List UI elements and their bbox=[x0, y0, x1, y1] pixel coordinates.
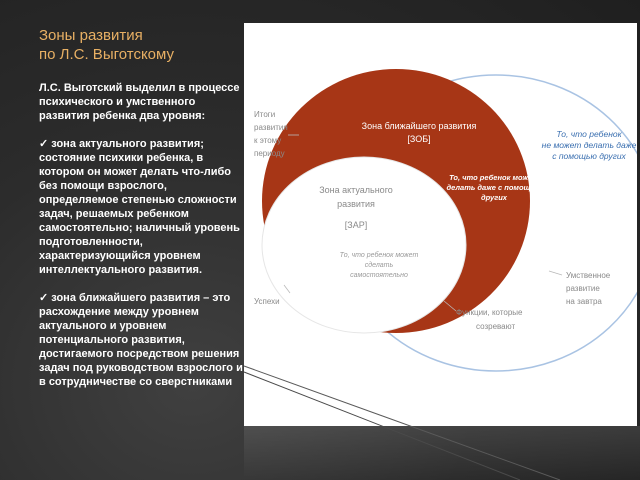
outer-label-line: То, что ребенок bbox=[556, 129, 622, 139]
uspehi-label: Успехи bbox=[254, 297, 280, 306]
diagonal-line bbox=[244, 366, 560, 480]
itogi-label-line: Итоги bbox=[254, 110, 276, 119]
zar-title-line: [ЗАР] bbox=[344, 220, 368, 230]
itogi-label-line: периоду bbox=[254, 149, 285, 158]
outer-label-line: не может делать даже bbox=[541, 140, 637, 150]
umstvennoe-label-line: Умственное bbox=[566, 271, 611, 280]
proximal-zone-paragraph: ✓ зона ближайшего развития – это расхождение между уровнем актуального и уровнем потенциального развития, достигаемого посредством решения задач под руководством взрослого и в сотрудничестве со сверстниками bbox=[39, 292, 243, 388]
zbr-note-line: То, что ребенок может bbox=[449, 173, 539, 182]
zar-note-line: То, что ребенок может bbox=[339, 252, 419, 259]
itogi-label-line: к этому bbox=[254, 136, 282, 145]
outer-label-line: с помощью других bbox=[552, 151, 626, 161]
zar-note-line: самостоятельно bbox=[350, 272, 408, 279]
intro-paragraph: Л.С. Выготский выделил в процессе психического и умственного развития ребенка два уровня: bbox=[39, 82, 240, 122]
zar-title-line: развития bbox=[337, 199, 375, 209]
funktsii-label-line: созревают bbox=[476, 322, 516, 331]
slide-title-line-1: Зоны развития bbox=[39, 27, 143, 44]
zar-title-line: Зона актуального bbox=[319, 185, 393, 195]
umstvennoe-label-line: развитие bbox=[566, 284, 600, 293]
zar-note-line: сделать bbox=[364, 262, 394, 269]
umstvennoe-label-line: на завтра bbox=[566, 297, 602, 306]
zbr-note-line: делать даже с помощью bbox=[446, 183, 542, 192]
funktsii-label-line: Функции, которые bbox=[456, 308, 523, 317]
zbr-note-line: других bbox=[481, 193, 507, 202]
actual-zone-paragraph: ✓ зона актуального развития; состояние психики ребенка, в котором он может делать что-либо без помощи взрослого, определяемое степенью сложности задач, решаемых ребенком самостоятельно; наличный уровень подготовленности, характеризующийся уровнем интеллектуального развития. bbox=[39, 138, 240, 276]
zbr-title-line: Зона ближайшего развития bbox=[361, 121, 477, 131]
diagonal-line bbox=[244, 372, 520, 480]
slide-title-line-2: по Л.С. Выготскому bbox=[39, 46, 175, 63]
zbr-title-line: [ЗОБ] bbox=[407, 134, 431, 144]
itogi-label-line: развития bbox=[254, 123, 288, 132]
